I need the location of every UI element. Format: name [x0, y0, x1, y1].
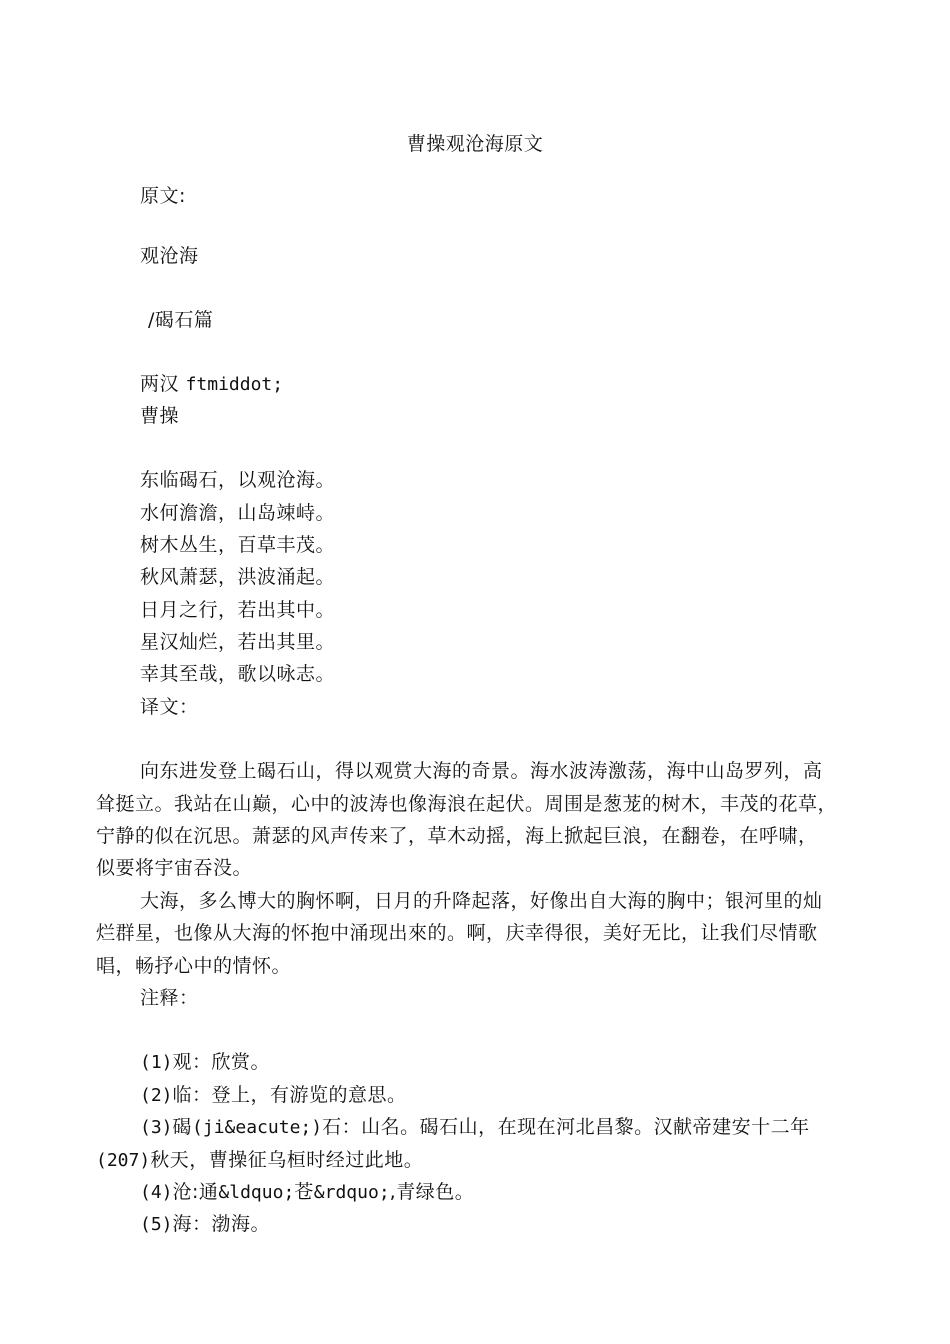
note-text: 碣: [172, 1116, 193, 1138]
note-item: [140, 1084, 407, 1107]
translation-line: 大海，多么博大的胸怀啊，日月的升降起落，好像出自大海的胸中；银河里的灿: [140, 890, 823, 912]
year-number: (207): [96, 1150, 151, 1171]
note-number: (3): [140, 1117, 173, 1138]
note-text: 观：欣赏。: [172, 1051, 271, 1073]
note-text: 石：山名。碣石山，在现在河北昌黎。汉献帝建安十二年: [322, 1116, 810, 1138]
note-continuation: [96, 1149, 423, 1172]
note-text: 海：渤海。: [172, 1213, 271, 1235]
poem-line: 秋风萧瑟，洪波涌起。: [140, 566, 336, 588]
author: 曹操: [140, 405, 180, 427]
translation-line: 耸挺立。我站在山巅，心中的波涛也像海浪在起伏。周围是葱茏的树木，丰茂的花草，: [96, 793, 838, 815]
dynasty: 两汉: [140, 373, 180, 395]
poem-subtitle: /碣石篇: [148, 309, 214, 331]
note-number: (5): [140, 1214, 173, 1235]
poem-line: 幸其至哉，歌以咏志。: [140, 663, 336, 685]
translation-line: 似要将宇宙吞没。: [96, 857, 253, 879]
note-text: 临：登上，有游览的意思。: [172, 1084, 407, 1106]
translation-label: 译文：: [140, 696, 199, 718]
poem-title: 观沧海: [140, 245, 199, 267]
dynasty-line: [140, 373, 283, 396]
quote-entity: &ldquo;: [218, 1182, 295, 1203]
poem-line: 日月之行，若出其中。: [140, 599, 336, 621]
pinyin-entity: (ji&eacute;): [192, 1117, 323, 1138]
translation-line: 烂群星，也像从大海的怀抱中涌现出來的。啊，庆幸得很，美好无比，让我们尽情歌: [96, 922, 818, 944]
poem-line: 树木丛生，百草丰茂。: [140, 534, 336, 556]
note-number: (2): [140, 1085, 173, 1106]
note-item: [140, 1213, 270, 1236]
note-text: 秋天，曹操征乌桓时经过此地。: [150, 1149, 424, 1171]
note-number: (1): [140, 1052, 173, 1073]
note-number: (4): [140, 1182, 173, 1203]
translation-line: 宁静的似在沉思。萧瑟的风声传来了，草木动摇，海上掀起巨浪，在翻卷，在呼啸，: [96, 825, 818, 847]
note-text: 苍: [294, 1181, 314, 1203]
translation-line: 唱，畅抒心中的情怀。: [96, 955, 292, 977]
note-text: ,青绿色。: [389, 1181, 475, 1203]
dynasty-entity: ftmiddot;: [185, 374, 284, 395]
poem-line: 东临碣石，以观沧海。: [140, 469, 336, 491]
note-text: 沧:通: [172, 1181, 219, 1203]
poem-line: 水何澹澹，山岛竦峙。: [140, 502, 336, 524]
notes-label: 注释：: [140, 987, 199, 1009]
note-item: [140, 1051, 270, 1074]
poem-line: 星汉灿烂，若出其里。: [140, 631, 336, 653]
translation-line: 向东进发登上碣石山，得以观赏大海的奇景。海水波涛激荡，海中山岛罗列，高: [140, 760, 823, 782]
quote-entity: &rdquo;: [313, 1182, 390, 1203]
note-item: [140, 1181, 474, 1204]
original-label: 原文:: [140, 185, 186, 207]
note-item: [140, 1116, 810, 1139]
document-title: 曹操观沧海原文: [406, 133, 544, 155]
